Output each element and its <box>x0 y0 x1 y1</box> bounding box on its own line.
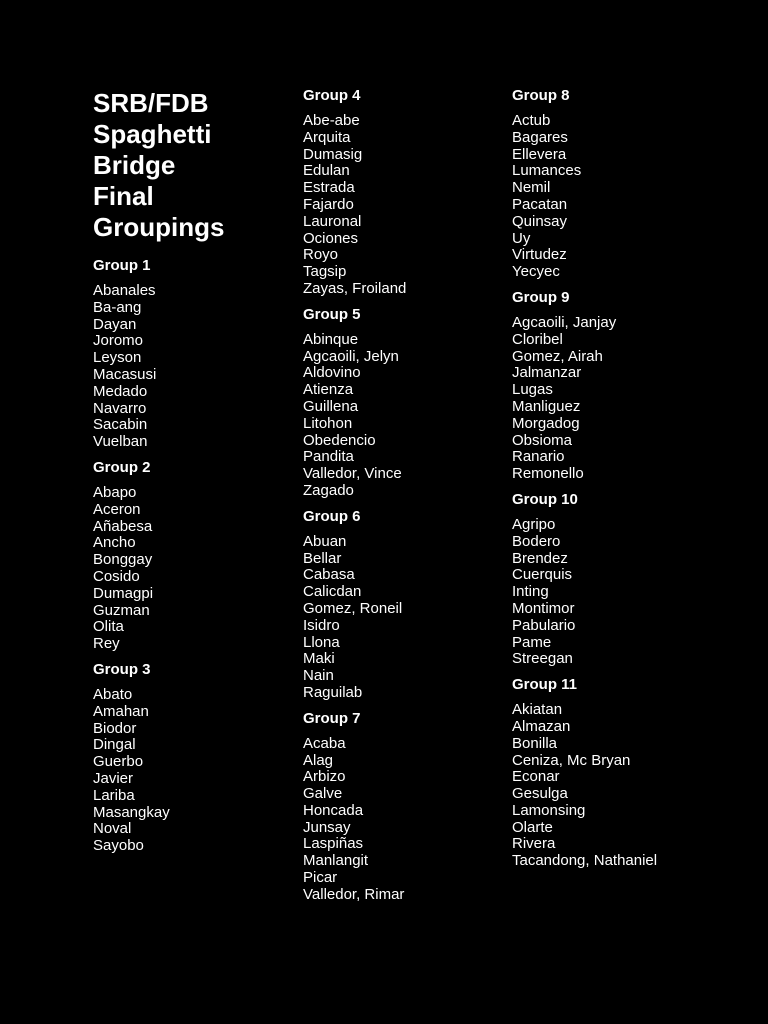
member-name: Isidro <box>303 616 340 634</box>
member-name: Gesulga <box>512 785 568 803</box>
group-section <box>512 491 712 668</box>
member-name: Lauronal <box>303 212 362 230</box>
title-line: SRB/FDB <box>93 88 209 118</box>
group-title: Group 10 <box>512 490 578 508</box>
member-name: Fajardo <box>303 195 354 213</box>
member-name: Obsioma <box>512 431 573 449</box>
member-name: Bellar <box>303 549 342 567</box>
member-name: Dayan <box>93 315 137 333</box>
title-line: Bridge <box>93 150 176 180</box>
member-name: Atienza <box>303 381 354 399</box>
member-name: Litohon <box>303 414 353 432</box>
member-name: Guillena <box>303 397 359 415</box>
member-name: Olita <box>93 618 124 636</box>
member-name: Leyson <box>93 349 142 367</box>
member-name: Nemil <box>512 179 551 197</box>
member-name: Almazan <box>512 717 571 735</box>
member-list <box>303 332 503 500</box>
member-name: Ancho <box>93 534 136 552</box>
member-name: Sayobo <box>93 837 144 855</box>
member-name: Streegan <box>512 650 573 668</box>
member-name: Olarte <box>512 818 553 836</box>
title-line: Spaghetti <box>93 119 212 149</box>
member-name: Dingal <box>93 736 136 754</box>
member-name: Sacabin <box>93 416 148 434</box>
member-name: Javier <box>93 769 134 787</box>
member-name: Ceniza, Mc Bryan <box>512 751 631 769</box>
member-name: Zayas, Froiland <box>303 279 407 297</box>
group-section <box>93 459 293 653</box>
member-name: Tacandong, Nathaniel <box>512 852 658 870</box>
member-name: Gomez, Roneil <box>303 599 403 617</box>
member-name: Econar <box>512 768 560 786</box>
member-name: Medado <box>93 382 148 400</box>
member-name: Biodor <box>93 719 137 737</box>
group-title: Group 5 <box>303 305 361 323</box>
member-name: Actub <box>512 112 551 129</box>
member-name: Cloribel <box>512 330 563 348</box>
column-2-groups <box>303 87 503 904</box>
title-line: Groupings <box>93 212 225 242</box>
member-list <box>512 113 712 281</box>
member-name: Abanales <box>93 282 156 299</box>
member-name: Bodero <box>512 532 561 550</box>
member-name: Ociones <box>303 229 359 247</box>
member-name: Morgadog <box>512 414 580 432</box>
member-name: Bonilla <box>512 734 558 752</box>
member-name: Honcada <box>303 801 364 819</box>
member-name: Amahan <box>93 702 149 720</box>
group-title: Group 7 <box>303 709 361 727</box>
member-name: Bagares <box>512 128 568 146</box>
member-name: Abato <box>93 685 133 703</box>
member-name: Macasusi <box>93 365 157 383</box>
member-name: Yecyec <box>512 263 560 281</box>
member-name: Pabulario <box>512 616 576 634</box>
member-name: Abapo <box>93 483 137 501</box>
group-title: Group 1 <box>93 257 151 274</box>
member-name: Lariba <box>93 786 135 804</box>
member-name: Gomez, Airah <box>512 347 603 365</box>
member-name: Obedencio <box>303 431 376 449</box>
member-name: Aceron <box>93 500 141 518</box>
member-name: Vuelban <box>93 433 148 451</box>
member-name: Añabesa <box>93 517 153 535</box>
title-line: Final <box>93 181 154 211</box>
group-section <box>512 289 712 483</box>
member-name: Jalmanzar <box>512 364 582 382</box>
member-name: Quinsay <box>512 212 568 230</box>
member-name: Ba-ang <box>93 298 142 316</box>
member-list <box>93 485 293 653</box>
member-name: Agcaoili, Jelyn <box>303 347 399 365</box>
page-title <box>93 88 293 243</box>
member-name: Brendez <box>512 549 568 567</box>
group-title: Group 3 <box>93 660 151 678</box>
member-list <box>512 315 712 483</box>
member-list <box>303 534 503 702</box>
member-name: Abuan <box>303 532 347 550</box>
member-list <box>303 736 503 904</box>
member-name: Bonggay <box>93 551 153 569</box>
member-name: Manlangit <box>303 852 369 870</box>
member-name: Agripo <box>512 515 556 533</box>
member-name: Uy <box>512 229 531 247</box>
member-name: Cabasa <box>303 566 355 584</box>
member-name: Pacatan <box>512 195 568 213</box>
member-name: Abe-abe <box>303 112 360 129</box>
member-name: Aldovino <box>303 364 361 382</box>
member-list <box>512 517 712 668</box>
member-name: Noval <box>93 820 132 838</box>
member-name: Nain <box>303 667 334 685</box>
column-1-groups <box>93 257 293 855</box>
member-name: Guerbo <box>93 753 144 771</box>
group-section <box>512 676 712 870</box>
group-title: Group 4 <box>303 87 361 104</box>
member-name: Joromo <box>93 332 144 350</box>
member-name: Estrada <box>303 179 355 197</box>
member-name: Pandita <box>303 448 354 466</box>
member-name: Remonello <box>512 465 584 483</box>
group-title: Group 11 <box>512 676 578 694</box>
member-name: Lugas <box>512 381 553 399</box>
member-name: Tagsip <box>303 263 347 281</box>
member-name: Guzman <box>93 601 150 619</box>
group-section <box>512 87 712 281</box>
member-name: Ellevera <box>512 145 567 163</box>
member-list <box>93 283 293 451</box>
member-name: Acaba <box>303 734 346 752</box>
member-name: Picar <box>303 869 338 887</box>
member-name: Navarro <box>93 399 147 417</box>
column-1 <box>93 87 293 863</box>
member-name: Royo <box>303 246 339 264</box>
member-name: Alag <box>303 751 334 769</box>
group-section <box>303 306 503 500</box>
group-title: Group 2 <box>93 458 151 476</box>
group-section <box>303 710 503 904</box>
member-name: Agcaoili, Janjay <box>512 313 617 331</box>
group-title: Group 6 <box>303 507 361 525</box>
column-3-groups <box>512 87 712 870</box>
member-name: Rivera <box>512 835 556 853</box>
member-name: Arquita <box>303 128 351 146</box>
member-list <box>93 687 293 855</box>
member-name: Inting <box>512 583 549 601</box>
member-name: Valledor, Rimar <box>303 885 405 903</box>
member-list <box>303 113 503 298</box>
member-name: Edulan <box>303 162 350 180</box>
group-title: Group 8 <box>512 87 570 104</box>
member-name: Galve <box>303 785 343 803</box>
member-name: Dumagpi <box>93 584 154 602</box>
group-section <box>93 257 293 451</box>
member-name: Cuerquis <box>512 566 573 584</box>
member-name: Montimor <box>512 599 575 617</box>
member-name: Lumances <box>512 162 582 180</box>
member-name: Dumasig <box>303 145 363 163</box>
member-name: Arbizo <box>303 768 346 786</box>
member-list <box>512 702 712 870</box>
member-name: Abinque <box>303 330 359 348</box>
group-title: Group 9 <box>512 288 570 306</box>
groupings-document <box>93 87 733 987</box>
member-name: Laspiñas <box>303 835 364 853</box>
member-name: Zagado <box>303 481 354 499</box>
column-2 <box>303 87 503 912</box>
member-name: Pame <box>512 633 552 651</box>
member-name: Cosido <box>93 567 140 585</box>
member-name: Valledor, Vince <box>303 465 402 483</box>
member-name: Rey <box>93 635 120 653</box>
member-name: Ranario <box>512 448 565 466</box>
member-name: Manliguez <box>512 397 581 415</box>
member-name: Akiatan <box>512 701 563 719</box>
column-3 <box>512 87 712 878</box>
member-name: Virtudez <box>512 246 567 264</box>
member-name: Junsay <box>303 818 351 836</box>
member-name: Llona <box>303 633 340 651</box>
group-section <box>303 87 503 298</box>
member-name: Calicdan <box>303 583 362 601</box>
member-name: Maki <box>303 650 335 668</box>
member-name: Lamonsing <box>512 801 586 819</box>
group-section <box>303 508 503 702</box>
member-name: Raguilab <box>303 683 363 701</box>
group-section <box>93 661 293 855</box>
member-name: Masangkay <box>93 803 170 821</box>
